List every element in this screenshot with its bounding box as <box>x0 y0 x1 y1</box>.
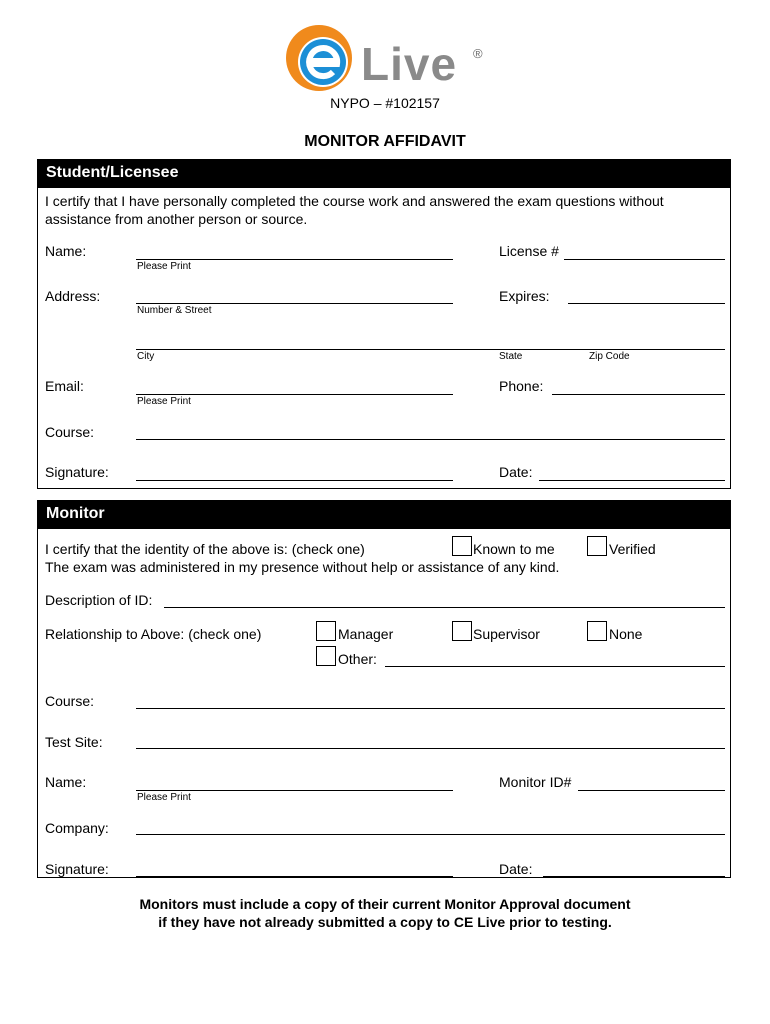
monitor-section <box>37 500 731 878</box>
relationship-label: Relationship to Above: (check one) <box>45 626 262 642</box>
student-section-heading: Student/Licensee <box>38 160 730 188</box>
email-field[interactable] <box>136 394 453 395</box>
ce-live-logo <box>283 20 493 100</box>
student-name-field[interactable] <box>136 259 453 260</box>
city-state-zip-field[interactable] <box>136 349 725 350</box>
email-hint: Please Print <box>137 396 191 407</box>
phone-field[interactable] <box>552 394 725 395</box>
manager-label: Manager <box>338 626 394 642</box>
page-title: MONITOR AFFIDAVIT <box>304 133 466 150</box>
student-section <box>37 159 731 489</box>
manager-checkbox[interactable] <box>316 621 336 641</box>
monitor-course-field[interactable] <box>136 708 725 709</box>
monitor-signature-field[interactable] <box>136 876 453 877</box>
monitor-id-label: Monitor ID# <box>499 774 572 790</box>
state-hint: State <box>499 351 523 362</box>
expires-label: Expires: <box>499 288 550 304</box>
none-label: None <box>609 626 643 642</box>
zip-hint: Zip Code <box>589 351 630 362</box>
city-hint: City <box>137 351 155 362</box>
footer-note-line1: Monitors must include a copy of their current Monitor Approval document <box>139 896 631 912</box>
monitor-name-hint: Please Print <box>137 792 191 803</box>
student-date-field[interactable] <box>539 480 725 481</box>
known-label: Known to me <box>473 541 555 557</box>
address-street-field[interactable] <box>136 303 453 304</box>
supervisor-checkbox[interactable] <box>452 621 472 641</box>
address-street-hint: Number & Street <box>137 305 212 316</box>
other-checkbox[interactable] <box>316 646 336 666</box>
monitor-name-label: Name: <box>45 774 87 790</box>
none-checkbox[interactable] <box>587 621 607 641</box>
license-field[interactable] <box>564 259 725 260</box>
test-site-field[interactable] <box>136 748 725 749</box>
company-field[interactable] <box>136 834 725 835</box>
student-cert-line2: assistance from another person or source. <box>45 211 308 227</box>
registered-mark: ® <box>473 46 483 61</box>
footer-note-line2: if they have not already submitted a copy to CE Live prior to testing. <box>158 914 612 930</box>
verified-checkbox[interactable] <box>587 536 607 556</box>
student-signature-label: Signature: <box>45 464 109 480</box>
monitor-date-label: Date: <box>499 861 533 877</box>
monitor-signature-label: Signature: <box>45 861 109 877</box>
monitor-name-field[interactable] <box>136 790 453 791</box>
student-name-label: Name: <box>45 243 87 259</box>
verified-label: Verified <box>609 541 656 557</box>
student-signature-field[interactable] <box>136 480 453 481</box>
student-course-field[interactable] <box>136 439 725 440</box>
monitor-id-field[interactable] <box>578 790 725 791</box>
address-label: Address: <box>45 288 101 304</box>
test-site-label: Test Site: <box>45 734 103 750</box>
logo-live-text: Live <box>361 38 458 90</box>
company-label: Company: <box>45 820 109 836</box>
student-course-label: Course: <box>45 424 95 440</box>
expires-field[interactable] <box>568 303 725 304</box>
phone-label: Phone: <box>499 378 544 394</box>
supervisor-label: Supervisor <box>473 626 540 642</box>
monitor-date-field[interactable] <box>543 876 725 877</box>
student-name-hint: Please Print <box>137 261 191 272</box>
other-field[interactable] <box>385 666 725 667</box>
identity-text: I certify that the identity of the above is: (check one) <box>45 541 365 557</box>
license-label: License # <box>499 243 559 259</box>
description-id-field[interactable] <box>164 607 725 608</box>
document-id: NYPO – #102157 <box>330 95 440 111</box>
monitor-course-label: Course: <box>45 693 95 709</box>
email-label: Email: <box>45 378 84 394</box>
known-checkbox[interactable] <box>452 536 472 556</box>
other-label: Other: <box>338 651 377 667</box>
presence-text: The exam was administered in my presence without help or assistance of any kind. <box>45 559 560 575</box>
student-date-label: Date: <box>499 464 533 480</box>
description-id-label: Description of ID: <box>45 592 153 608</box>
student-cert-line1: I certify that I have personally completed the course work and answered the exam questions without <box>45 193 664 209</box>
monitor-section-heading: Monitor <box>38 501 730 529</box>
